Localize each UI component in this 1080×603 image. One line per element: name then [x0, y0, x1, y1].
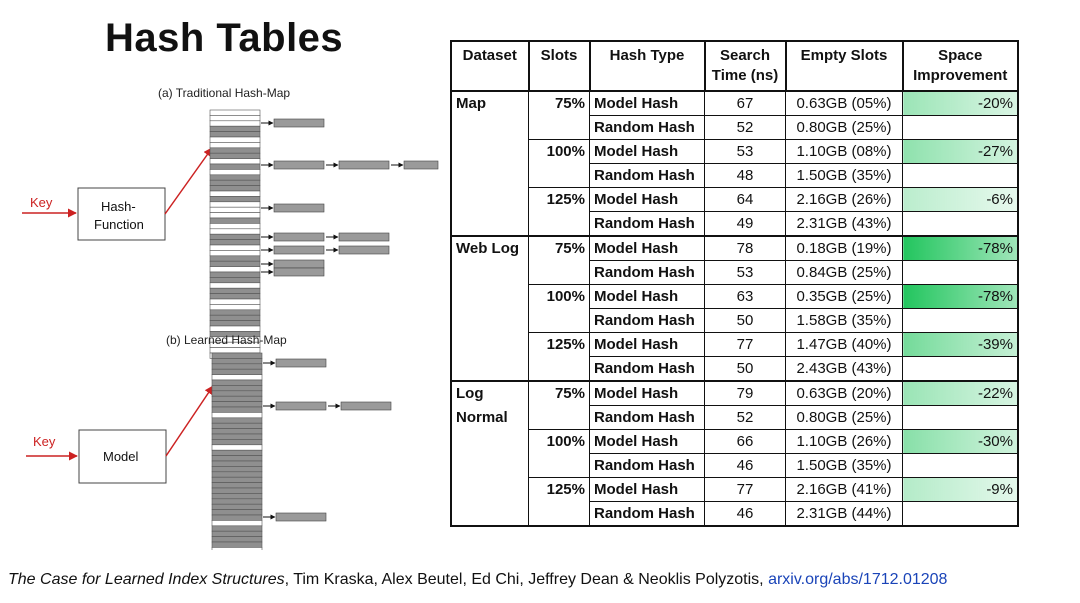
slots-cell: 125% — [529, 188, 590, 237]
table-row — [451, 285, 1018, 309]
hash-slot — [210, 153, 260, 158]
hash-type-cell: Model Hash — [590, 285, 705, 309]
col-space-improvement-header: Space Improvement — [903, 41, 1019, 91]
slide-title: Hash Tables — [105, 16, 344, 60]
hash-type-cell: Random Hash — [590, 309, 705, 333]
learned-slot-array — [212, 353, 262, 550]
space-improvement-cell: -22% — [903, 381, 1019, 406]
search-time-cell: 53 — [705, 261, 786, 285]
search-time-cell: 64 — [705, 188, 786, 212]
hash-function-box — [78, 188, 165, 240]
space-improvement-cell — [903, 212, 1019, 237]
hash-slot — [210, 186, 260, 191]
hash-slot — [210, 169, 260, 174]
hash-slot — [212, 531, 262, 536]
hash-slot — [210, 142, 260, 147]
empty-slots-cell: 0.63GB (20%) — [786, 381, 903, 406]
dataset-cell: Web Log — [451, 236, 529, 381]
empty-slots-cell: 1.10GB (26%) — [786, 430, 903, 454]
chain-node — [274, 204, 324, 212]
empty-slots-cell: 1.47GB (40%) — [786, 333, 903, 357]
hash-slot — [210, 110, 260, 115]
hash-type-cell: Model Hash — [590, 333, 705, 357]
hash-slot — [212, 515, 262, 520]
chain-node — [274, 233, 324, 241]
empty-slots-cell: 2.16GB (26%) — [786, 188, 903, 212]
hash-slot — [210, 240, 260, 245]
space-improvement-cell: -27% — [903, 140, 1019, 164]
hash-slot — [212, 412, 262, 417]
hash-slot — [210, 250, 260, 255]
hash-type-cell: Model Hash — [590, 381, 705, 406]
hash-slot — [210, 299, 260, 304]
search-time-cell: 46 — [705, 454, 786, 478]
empty-slots-cell: 1.58GB (35%) — [786, 309, 903, 333]
hash-slot — [210, 348, 260, 353]
table-row — [451, 430, 1018, 454]
hash-slot — [212, 542, 262, 547]
hash-function-arrow — [165, 148, 212, 214]
chain-node — [276, 402, 326, 410]
model-label: Model — [103, 449, 139, 464]
hash-slot — [210, 261, 260, 266]
slots-cell: 100% — [529, 285, 590, 333]
hash-slot — [212, 439, 262, 444]
slots-cell: 100% — [529, 140, 590, 188]
dataset-cell: Log Normal — [451, 381, 529, 526]
empty-slots-cell: 0.63GB (05%) — [786, 91, 903, 116]
search-time-cell: 50 — [705, 357, 786, 382]
hash-slot — [210, 283, 260, 288]
hash-slot — [210, 234, 260, 239]
space-improvement-cell — [903, 406, 1019, 430]
learned-hashmap-label: (b) Learned Hash-Map — [166, 333, 287, 347]
hash-slot — [210, 229, 260, 234]
chain-node — [274, 161, 324, 169]
hash-slot — [212, 385, 262, 390]
space-improvement-cell — [903, 261, 1019, 285]
hash-slot — [210, 202, 260, 207]
hash-slot — [210, 196, 260, 201]
hash-slot — [212, 466, 262, 471]
hash-slot — [212, 456, 262, 461]
hash-slot — [210, 126, 260, 131]
hash-slot — [212, 537, 262, 542]
hash-slot — [210, 267, 260, 272]
hash-slot — [212, 445, 262, 450]
space-improvement-cell: -39% — [903, 333, 1019, 357]
hash-type-cell: Model Hash — [590, 478, 705, 502]
hash-type-cell: Model Hash — [590, 236, 705, 261]
hash-slot — [210, 272, 260, 277]
table-row — [451, 140, 1018, 164]
hash-slot — [212, 358, 262, 363]
hash-slot — [210, 159, 260, 164]
space-improvement-cell: -6% — [903, 188, 1019, 212]
chain-node — [274, 119, 324, 127]
hash-slot — [212, 477, 262, 482]
col-search-time-header: Search Time (ns) — [705, 41, 786, 91]
hash-slot — [212, 380, 262, 385]
hash-slot — [210, 315, 260, 320]
hash-slot — [210, 132, 260, 137]
hash-slot — [212, 510, 262, 515]
empty-slots-cell: 1.50GB (35%) — [786, 454, 903, 478]
chain-node — [339, 246, 389, 254]
results-table — [450, 40, 1019, 527]
chain-node — [274, 260, 324, 268]
hash-type-cell: Random Hash — [590, 261, 705, 285]
hash-slot — [210, 148, 260, 153]
hash-function-line2: Function — [94, 217, 144, 232]
hash-slot — [210, 294, 260, 299]
hash-slot — [210, 191, 260, 196]
hash-slot — [210, 223, 260, 228]
search-time-cell: 50 — [705, 309, 786, 333]
hash-map-diagram — [0, 60, 445, 550]
hash-type-cell: Random Hash — [590, 454, 705, 478]
hash-type-cell: Random Hash — [590, 212, 705, 237]
table-row — [451, 478, 1018, 502]
empty-slots-cell: 0.80GB (25%) — [786, 406, 903, 430]
slots-cell: 75% — [529, 381, 590, 430]
hash-type-cell: Random Hash — [590, 502, 705, 527]
hash-slot — [210, 164, 260, 169]
hash-slot — [210, 304, 260, 309]
table-row — [451, 236, 1018, 261]
hash-type-cell: Random Hash — [590, 116, 705, 140]
hash-slot — [212, 472, 262, 477]
hash-slot — [212, 526, 262, 531]
hash-type-cell: Random Hash — [590, 164, 705, 188]
hash-slot — [212, 504, 262, 509]
space-improvement-cell — [903, 164, 1019, 188]
hash-slot — [212, 396, 262, 401]
hash-slot — [210, 326, 260, 331]
space-improvement-cell: -78% — [903, 236, 1019, 261]
hash-slot — [212, 418, 262, 423]
empty-slots-cell: 2.43GB (43%) — [786, 357, 903, 382]
hash-slot — [210, 218, 260, 223]
col-dataset-header: Dataset — [451, 41, 529, 91]
table-row — [451, 188, 1018, 212]
citation-link[interactable]: arxiv.org/abs/1712.01208 — [768, 571, 948, 588]
table-row — [451, 91, 1018, 116]
hash-slot — [212, 483, 262, 488]
space-improvement-cell — [903, 357, 1019, 382]
citation-authors: , Tim Kraska, Alex Beutel, Ed Chi, Jeffrey Dean & Neoklis Polyzotis, — [284, 571, 769, 588]
chain-node — [404, 161, 438, 169]
search-time-cell: 52 — [705, 406, 786, 430]
hash-function-line1: Hash- — [101, 199, 136, 214]
traditional-chains — [261, 119, 438, 276]
search-time-cell: 79 — [705, 381, 786, 406]
empty-slots-cell: 0.80GB (25%) — [786, 116, 903, 140]
search-time-cell: 78 — [705, 236, 786, 261]
chain-node — [274, 268, 324, 276]
hash-type-cell: Model Hash — [590, 188, 705, 212]
hash-slot — [210, 180, 260, 185]
hash-slot — [212, 369, 262, 374]
hash-slot — [212, 391, 262, 396]
col-hash-type-header: Hash Type — [590, 41, 705, 91]
hash-slot — [210, 321, 260, 326]
hash-slot — [212, 450, 262, 455]
traditional-hashmap-label: (a) Traditional Hash-Map — [158, 86, 291, 100]
search-time-cell: 46 — [705, 502, 786, 527]
traditional-key-label: Key — [30, 195, 53, 210]
search-time-cell: 52 — [705, 116, 786, 140]
slots-cell: 75% — [529, 91, 590, 140]
empty-slots-cell: 0.84GB (25%) — [786, 261, 903, 285]
model-arrow — [166, 386, 213, 456]
hash-slot — [212, 375, 262, 380]
hash-slot — [212, 353, 262, 358]
search-time-cell: 67 — [705, 91, 786, 116]
hash-slot — [212, 429, 262, 434]
hash-slot — [212, 423, 262, 428]
space-improvement-cell: -30% — [903, 430, 1019, 454]
hash-slot — [210, 277, 260, 282]
hash-slot — [210, 207, 260, 212]
space-improvement-cell — [903, 309, 1019, 333]
space-improvement-cell — [903, 502, 1019, 527]
search-time-cell: 49 — [705, 212, 786, 237]
hash-slot — [210, 115, 260, 120]
traditional-slot-array — [210, 110, 260, 358]
hash-type-cell: Random Hash — [590, 406, 705, 430]
search-time-cell: 77 — [705, 333, 786, 357]
hash-slot — [212, 547, 262, 550]
chain-node — [341, 402, 391, 410]
search-time-cell: 48 — [705, 164, 786, 188]
col-empty-slots-header: Empty Slots — [786, 41, 903, 91]
space-improvement-cell — [903, 454, 1019, 478]
learned-key-label: Key — [33, 434, 56, 449]
chain-node — [276, 513, 326, 521]
hash-type-cell: Model Hash — [590, 91, 705, 116]
empty-slots-cell: 2.16GB (41%) — [786, 478, 903, 502]
empty-slots-cell: 2.31GB (44%) — [786, 502, 903, 527]
hash-type-cell: Random Hash — [590, 357, 705, 382]
hash-slot — [212, 434, 262, 439]
chain-node — [339, 233, 389, 241]
slots-cell: 100% — [529, 430, 590, 478]
hash-slot — [212, 520, 262, 525]
table-header-row — [451, 41, 1018, 91]
col-slots-header: Slots — [529, 41, 590, 91]
hash-slot — [212, 407, 262, 412]
search-time-cell: 66 — [705, 430, 786, 454]
hash-slot — [212, 493, 262, 498]
dataset-cell: Map — [451, 91, 529, 236]
table-row — [451, 333, 1018, 357]
chain-node — [276, 359, 326, 367]
empty-slots-cell: 0.18GB (19%) — [786, 236, 903, 261]
hash-slot — [210, 213, 260, 218]
hash-slot — [210, 288, 260, 293]
empty-slots-cell: 0.35GB (25%) — [786, 285, 903, 309]
search-time-cell: 63 — [705, 285, 786, 309]
citation-paper-title: The Case for Learned Index Structures — [8, 571, 285, 588]
hash-slot — [212, 364, 262, 369]
empty-slots-cell: 2.31GB (43%) — [786, 212, 903, 237]
slots-cell: 125% — [529, 478, 590, 527]
chain-node — [274, 246, 324, 254]
hash-slot — [212, 488, 262, 493]
slots-cell: 75% — [529, 236, 590, 285]
space-improvement-cell: -9% — [903, 478, 1019, 502]
citation — [8, 571, 947, 589]
hash-type-cell: Model Hash — [590, 430, 705, 454]
hash-slot — [210, 245, 260, 250]
slots-cell: 125% — [529, 333, 590, 382]
hash-slot — [210, 137, 260, 142]
empty-slots-cell: 1.10GB (08%) — [786, 140, 903, 164]
hash-slot — [210, 256, 260, 261]
hash-slot — [212, 461, 262, 466]
hash-slot — [212, 402, 262, 407]
hash-slot — [212, 499, 262, 504]
empty-slots-cell: 1.50GB (35%) — [786, 164, 903, 188]
space-improvement-cell: -20% — [903, 91, 1019, 116]
search-time-cell: 77 — [705, 478, 786, 502]
space-improvement-cell: -78% — [903, 285, 1019, 309]
space-improvement-cell — [903, 116, 1019, 140]
hash-type-cell: Model Hash — [590, 140, 705, 164]
hash-slot — [210, 121, 260, 126]
search-time-cell: 53 — [705, 140, 786, 164]
hash-slot — [210, 310, 260, 315]
hash-slot — [210, 175, 260, 180]
table-row — [451, 381, 1018, 406]
chain-node — [339, 161, 389, 169]
learned-chains — [263, 359, 391, 521]
